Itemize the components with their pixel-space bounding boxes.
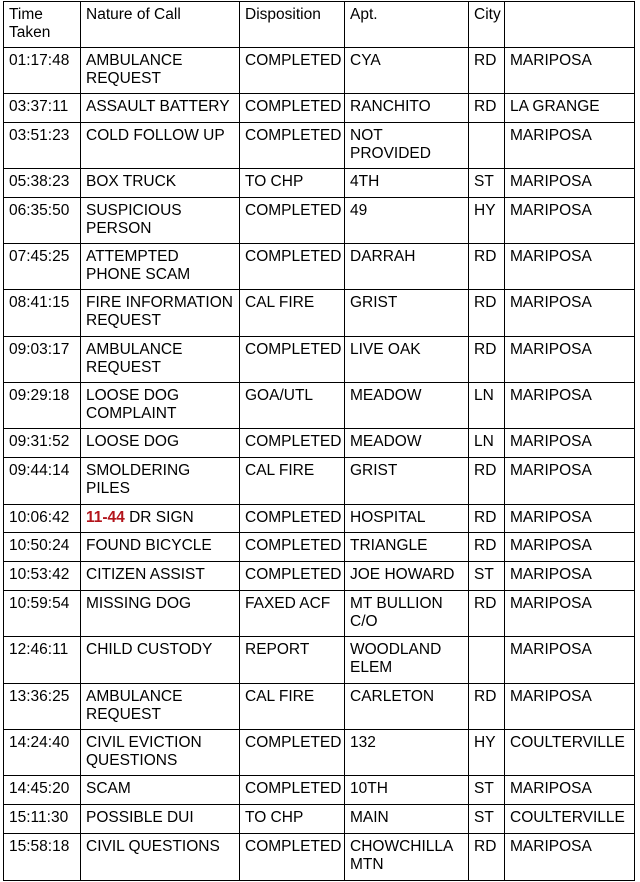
nature-cell: POSSIBLE DUI <box>81 805 240 834</box>
nature-cell: SMOLDERING PILES <box>81 458 240 505</box>
road-type-cell: RD <box>469 591 505 637</box>
nature-cell: SUSPICIOUS PERSON <box>81 198 240 244</box>
apt-cell: 10TH <box>345 776 469 805</box>
table-row <box>4 776 635 805</box>
road-type-cell: RD <box>469 337 505 383</box>
road-type-cell: ST <box>469 805 505 834</box>
call-code: 11-44 <box>86 509 125 526</box>
header-time-taken: Time Taken <box>4 2 81 48</box>
city-cell: MARIPOSA <box>505 637 635 684</box>
time-cell: 09:44:14 <box>4 458 81 505</box>
apt-cell: DARRAH <box>345 244 469 290</box>
road-type-cell: LN <box>469 383 505 429</box>
city-cell: MARIPOSA <box>505 591 635 637</box>
table-row <box>4 244 635 290</box>
apt-cell: LIVE OAK <box>345 337 469 383</box>
city-cell: COULTERVILLE <box>505 730 635 776</box>
table-row <box>4 834 635 881</box>
disposition-cell: COMPLETED <box>240 730 345 776</box>
city-cell: MARIPOSA <box>505 337 635 383</box>
nature-cell: LOOSE DOG <box>81 429 240 458</box>
nature-cell <box>81 505 240 533</box>
time-cell: 10:06:42 <box>4 505 81 533</box>
city-cell: MARIPOSA <box>505 834 635 881</box>
road-type-cell <box>469 637 505 684</box>
nature-cell: COLD FOLLOW UP <box>81 123 240 169</box>
road-type-cell: ST <box>469 169 505 198</box>
road-type-cell: RD <box>469 458 505 505</box>
city-cell: MARIPOSA <box>505 429 635 458</box>
time-cell: 09:31:52 <box>4 429 81 458</box>
road-type-cell: RD <box>469 290 505 337</box>
table-row <box>4 730 635 776</box>
nature-cell: CITIZEN ASSIST <box>81 562 240 591</box>
header-nature-of-call: Nature of Call <box>81 2 240 48</box>
disposition-cell: COMPLETED <box>240 429 345 458</box>
disposition-cell: COMPLETED <box>240 562 345 591</box>
time-cell: 01:17:48 <box>4 48 81 94</box>
time-cell: 12:46:11 <box>4 637 81 684</box>
table-row <box>4 533 635 562</box>
disposition-cell: CAL FIRE <box>240 458 345 505</box>
disposition-cell: COMPLETED <box>240 123 345 169</box>
disposition-cell: COMPLETED <box>240 337 345 383</box>
apt-cell: CHOWCHILLA MTN <box>345 834 469 881</box>
road-type-cell <box>469 123 505 169</box>
table-row <box>4 684 635 730</box>
header-city: City <box>469 2 505 48</box>
apt-cell: MAIN <box>345 805 469 834</box>
city-cell: MARIPOSA <box>505 776 635 805</box>
disposition-cell: FAXED ACF <box>240 591 345 637</box>
disposition-cell: REPORT <box>240 637 345 684</box>
time-cell: 06:35:50 <box>4 198 81 244</box>
apt-cell: NOT PROVIDED <box>345 123 469 169</box>
disposition-cell: CAL FIRE <box>240 684 345 730</box>
table-row <box>4 562 635 591</box>
header-disposition: Disposition <box>240 2 345 48</box>
road-type-cell: RD <box>469 505 505 533</box>
table-row <box>4 429 635 458</box>
apt-cell: MEADOW <box>345 429 469 458</box>
city-cell: MARIPOSA <box>505 244 635 290</box>
road-type-cell: RD <box>469 94 505 123</box>
nature-cell: ATTEMPTED PHONE SCAM <box>81 244 240 290</box>
nature-cell: SCAM <box>81 776 240 805</box>
nature-cell: CIVIL EVICTION QUESTIONS <box>81 730 240 776</box>
city-cell: MARIPOSA <box>505 383 635 429</box>
time-cell: 13:36:25 <box>4 684 81 730</box>
city-cell: MARIPOSA <box>505 505 635 533</box>
road-type-cell: ST <box>469 562 505 591</box>
table-row <box>4 290 635 337</box>
nature-cell: FOUND BICYCLE <box>81 533 240 562</box>
table-row <box>4 383 635 429</box>
table-row <box>4 169 635 198</box>
disposition-cell: COMPLETED <box>240 198 345 244</box>
apt-cell: CYA <box>345 48 469 94</box>
road-type-cell: RD <box>469 48 505 94</box>
time-cell: 05:38:23 <box>4 169 81 198</box>
road-type-cell: HY <box>469 730 505 776</box>
city-cell: MARIPOSA <box>505 290 635 337</box>
city-cell: MARIPOSA <box>505 198 635 244</box>
road-type-cell: RD <box>469 533 505 562</box>
nature-cell: AMBULANCE REQUEST <box>81 337 240 383</box>
time-cell: 03:51:23 <box>4 123 81 169</box>
nature-cell: AMBULANCE REQUEST <box>81 684 240 730</box>
apt-cell: 132 <box>345 730 469 776</box>
apt-cell: CARLETON <box>345 684 469 730</box>
nature-cell: AMBULANCE REQUEST <box>81 48 240 94</box>
time-cell: 03:37:11 <box>4 94 81 123</box>
table-row <box>4 94 635 123</box>
road-type-cell: RD <box>469 244 505 290</box>
time-cell: 09:03:17 <box>4 337 81 383</box>
nature-cell: FIRE INFORMATION REQUEST <box>81 290 240 337</box>
nature-cell: CIVIL QUESTIONS <box>81 834 240 881</box>
city-cell: MARIPOSA <box>505 562 635 591</box>
apt-cell: MEADOW <box>345 383 469 429</box>
table-row <box>4 198 635 244</box>
table-row <box>4 591 635 637</box>
road-type-cell: RD <box>469 834 505 881</box>
apt-cell: GRIST <box>345 458 469 505</box>
city-cell: MARIPOSA <box>505 533 635 562</box>
nature-cell: BOX TRUCK <box>81 169 240 198</box>
table-row <box>4 48 635 94</box>
time-cell: 14:45:20 <box>4 776 81 805</box>
apt-cell: 49 <box>345 198 469 244</box>
city-cell: MARIPOSA <box>505 684 635 730</box>
table-body <box>4 48 635 881</box>
road-type-cell: RD <box>469 684 505 730</box>
header-row <box>4 2 635 48</box>
city-cell: MARIPOSA <box>505 48 635 94</box>
road-type-cell: HY <box>469 198 505 244</box>
time-cell: 15:58:18 <box>4 834 81 881</box>
nature-cell: CHILD CUSTODY <box>81 637 240 684</box>
apt-cell: MT BULLION C/O <box>345 591 469 637</box>
city-cell: MARIPOSA <box>505 169 635 198</box>
header-apt: Apt. <box>345 2 469 48</box>
disposition-cell: COMPLETED <box>240 533 345 562</box>
call-log-table <box>3 1 635 881</box>
table-row <box>4 337 635 383</box>
time-cell: 15:11:30 <box>4 805 81 834</box>
apt-cell: RANCHITO <box>345 94 469 123</box>
disposition-cell: TO CHP <box>240 169 345 198</box>
disposition-cell: COMPLETED <box>240 834 345 881</box>
disposition-cell: COMPLETED <box>240 94 345 123</box>
disposition-cell: COMPLETED <box>240 244 345 290</box>
table-row <box>4 805 635 834</box>
apt-cell: WOODLAND ELEM <box>345 637 469 684</box>
apt-cell: HOSPITAL <box>345 505 469 533</box>
table-row <box>4 505 635 533</box>
road-type-cell: LN <box>469 429 505 458</box>
city-cell: COULTERVILLE <box>505 805 635 834</box>
apt-cell: 4TH <box>345 169 469 198</box>
city-cell: MARIPOSA <box>505 123 635 169</box>
table-row <box>4 123 635 169</box>
disposition-cell: CAL FIRE <box>240 290 345 337</box>
nature-text: DR SIGN <box>124 509 194 526</box>
road-type-cell: ST <box>469 776 505 805</box>
city-cell: LA GRANGE <box>505 94 635 123</box>
disposition-cell: COMPLETED <box>240 776 345 805</box>
city-cell: MARIPOSA <box>505 458 635 505</box>
time-cell: 10:59:54 <box>4 591 81 637</box>
disposition-cell: COMPLETED <box>240 505 345 533</box>
table-row <box>4 637 635 684</box>
time-cell: 07:45:25 <box>4 244 81 290</box>
apt-cell: JOE HOWARD <box>345 562 469 591</box>
disposition-cell: GOA/UTL <box>240 383 345 429</box>
time-cell: 10:50:24 <box>4 533 81 562</box>
nature-cell: ASSAULT BATTERY <box>81 94 240 123</box>
time-cell: 09:29:18 <box>4 383 81 429</box>
apt-cell: GRIST <box>345 290 469 337</box>
disposition-cell: TO CHP <box>240 805 345 834</box>
nature-cell: LOOSE DOG COMPLAINT <box>81 383 240 429</box>
time-cell: 08:41:15 <box>4 290 81 337</box>
header-city-name <box>505 2 635 48</box>
table-row <box>4 458 635 505</box>
time-cell: 14:24:40 <box>4 730 81 776</box>
time-cell: 10:53:42 <box>4 562 81 591</box>
apt-cell: TRIANGLE <box>345 533 469 562</box>
disposition-cell: COMPLETED <box>240 48 345 94</box>
nature-cell: MISSING DOG <box>81 591 240 637</box>
